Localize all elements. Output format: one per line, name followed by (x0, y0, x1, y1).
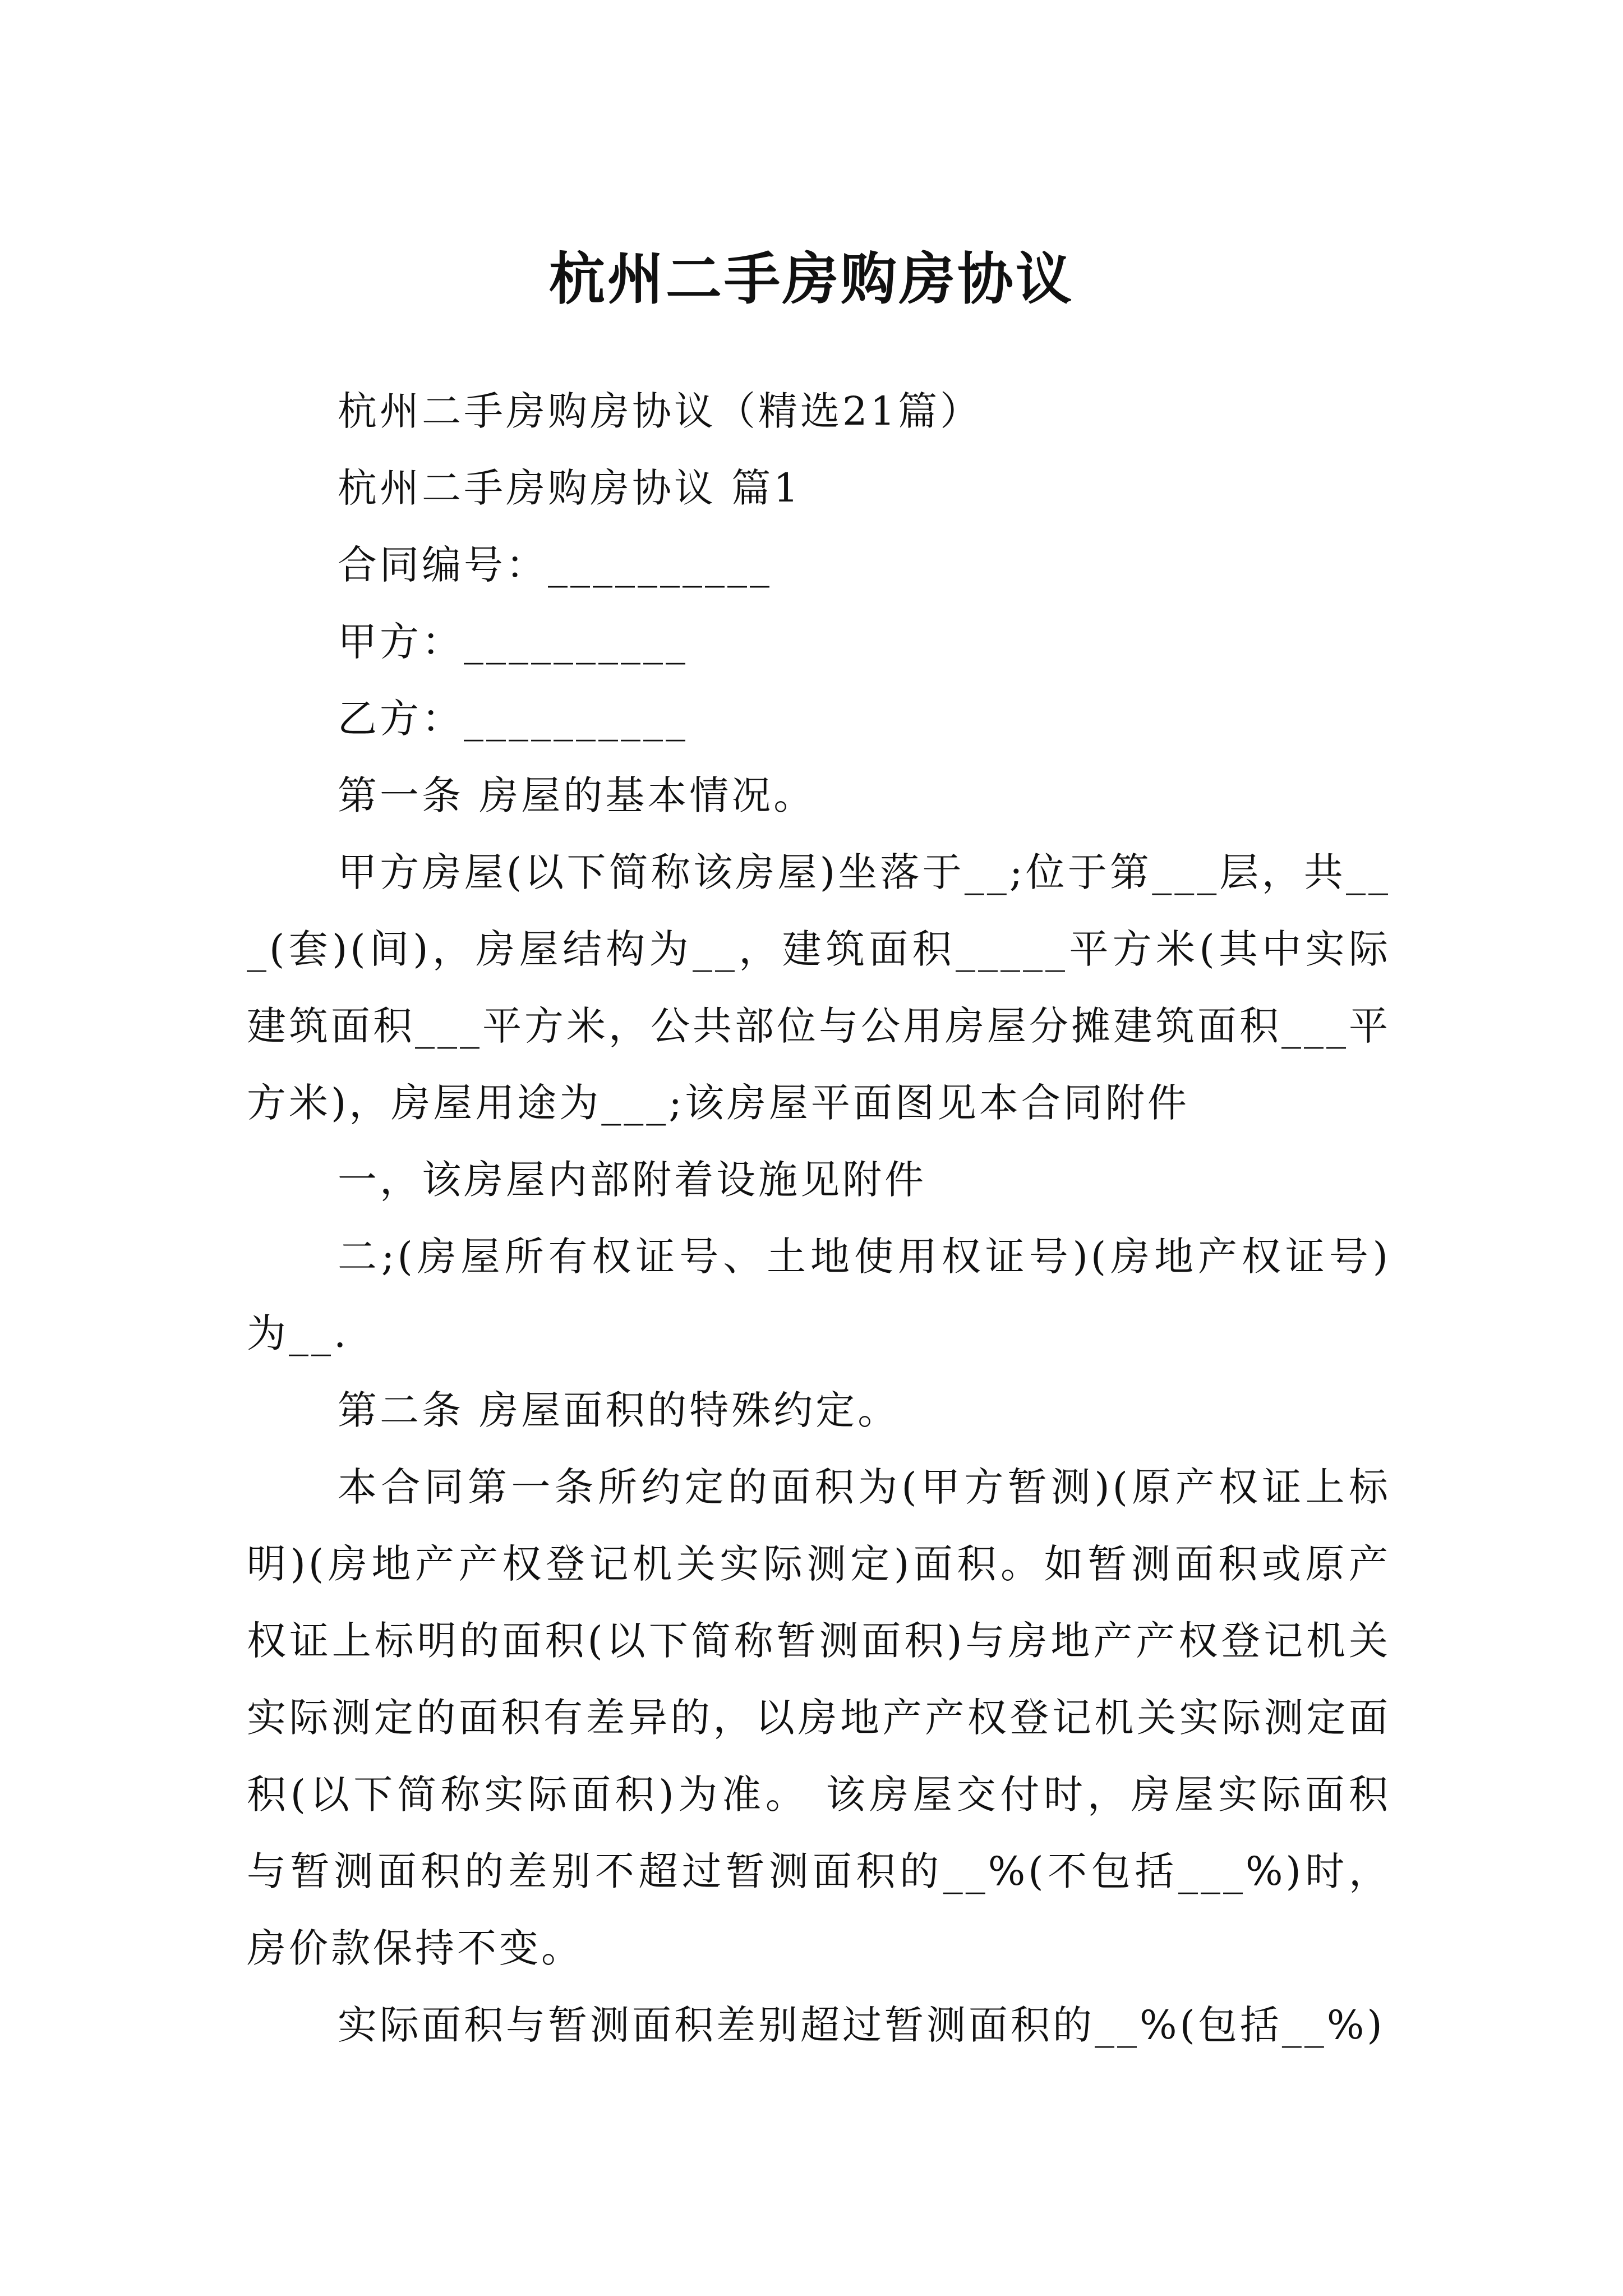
body-paragraph: 本合同第一条所约定的面积为(甲方暂测)(原产权证上标明)(房地产产权登记机关实际测定)面积。如暂测面积或原产权证上标明的面积(以下简称暂测面积)与房地产产权登记机关实际测定的面积有差异的，以房地产产权登记机关实际测定面积(以下简称实际面积)为准。 该房屋交付时，房屋实际面积与暂测面积的差别不超过暂测面积的__%(不包括___%)时，房价款保持不变。 (247, 1464, 1391, 1971)
party-b-line: 乙方：__________ (338, 696, 688, 742)
body-paragraph: 二;(房屋所有权证号、土地使用权证号)(房地产权证号)为__. (247, 1234, 1391, 1356)
subtitle-paragraph: 杭州二手房购房协议（精选21篇） (338, 388, 983, 434)
article-heading: 第二条 房屋面积的特殊约定。 (338, 1387, 900, 1433)
body-paragraph: 一，该房屋内部附着设施见附件 (338, 1157, 926, 1203)
body-paragraph: 实际面积与暂测面积差别超过暂测面积的__%(包括__%) (338, 2002, 1385, 2048)
article-heading: 第一条 房屋的基本情况。 (338, 772, 816, 818)
section-heading: 杭州二手房购房协议 篇1 (338, 465, 801, 511)
body-paragraph: 甲方房屋(以下简称该房屋)坐落于__;位于第___层，共___(套)(间)，房屋结构为__，建筑面积_____平方米(其中实际建筑面积___平方米，公共部位与公用房屋分摊建筑面积___平方米)，房屋用途为___;该房屋平面图见本合同附件 (247, 849, 1391, 1126)
party-a-line: 甲方：__________ (338, 619, 688, 665)
contract-number-line: 合同编号：__________ (338, 542, 772, 588)
document-title: 杭州二手房购房协议 (549, 246, 1074, 312)
document-body (247, 373, 1391, 2064)
